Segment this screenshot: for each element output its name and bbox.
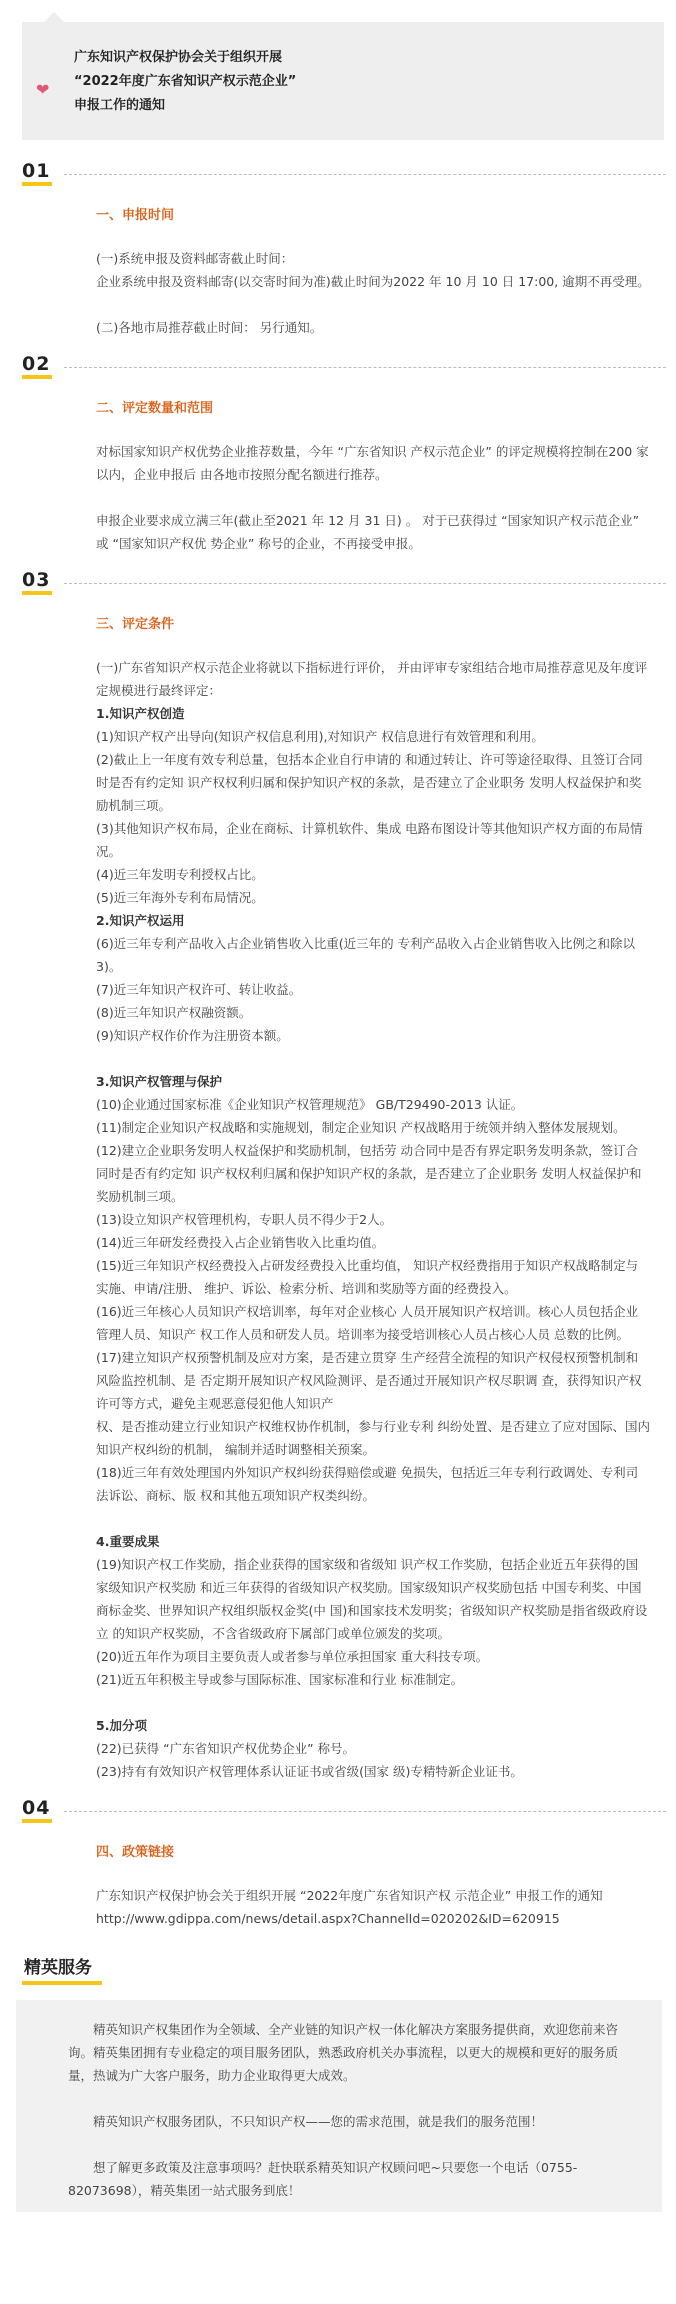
paragraph: (15)近三年知识产权经费投入占研发经费投入比重均值， 知识产权经费指用于知识产权战略制定与实施、申请/注册、 维护、诉讼、检索分析、培训和奖励等方面的经费投入。	[96, 1258, 639, 1296]
section-body	[96, 397, 650, 555]
section-header	[22, 569, 676, 595]
section-title: 三、评定条件	[96, 617, 175, 632]
sections	[0, 160, 676, 1930]
section-body	[96, 204, 650, 339]
paragraph: (22)已获得 “广东省知识产权优势企业” 称号。	[96, 1741, 356, 1756]
paragraph: (23)持有有效知识产权管理体系认证证书或省级(国家 级)专精特新企业证书。	[96, 1764, 523, 1779]
section-number-underline	[22, 591, 52, 595]
paragraph-gap	[96, 486, 650, 509]
paragraph: (18)近三年有效处理国内外知识产权纠纷获得赔偿或避 免损失，包括近三年专利行政调处、专利司法诉讼、商标、版 权和其他五项知识产权类纠纷。	[96, 1465, 639, 1503]
paragraph: (3)其他知识产权布局，企业在商标、计算机软件、集成 电路布图设计等其他知识产权方面的布局情况。	[96, 821, 643, 859]
paragraph: (一)广东省知识产权示范企业将就以下指标进行评价， 并由评审专家组结合地市局推荐意见及年度评定规模进行最终评定：	[96, 660, 648, 698]
elite-paragraph: 精英知识产权集团作为全领域、全产业链的知识产权一体化解决方案服务提供商，欢迎您前来咨询。精英集团拥有专业稳定的项目服务团队，熟悉政府机关办事流程，以更大的规模和更好的服务质量，热诚为广大客户服务，助力企业取得更大成效。	[68, 2022, 619, 2083]
section-divider	[64, 1811, 666, 1812]
paragraph-gap	[68, 2087, 638, 2110]
notice-title-line: 广东知识产权保护协会关于组织开展	[74, 50, 283, 65]
paragraph: (1)知识产权产出导向(知识产权信息利用),对知识产 权信息进行有效管理和利用。	[96, 729, 544, 744]
elite-service-box	[16, 2000, 662, 2212]
section-title: 一、申报时间	[96, 208, 175, 223]
section-number: 03	[22, 569, 51, 591]
section	[0, 1797, 676, 1930]
paragraph: 4.重要成果	[96, 1534, 160, 1549]
elite-section-header	[22, 1954, 676, 1984]
elite-title: 精英服务	[24, 1958, 92, 1978]
section-header	[22, 160, 676, 186]
section-number-underline	[22, 182, 52, 186]
paragraph: 权、是否推动建立行业知识产权维权协作机制，参与行业专利 纠纷处置、是否建立了应对国际、国内知识产权纠纷的机制， 编制并适时调整相关预案。	[96, 1419, 650, 1457]
notice-title-line: 申报工作的通知	[74, 98, 166, 113]
notice-title	[74, 46, 634, 118]
policy-link[interactable]: http://www.gdippa.com/news/detail.aspx?ChannelId=020202&ID=620915	[96, 1911, 560, 1926]
section-divider	[64, 367, 666, 368]
paragraph: (6)近三年专利产品收入占企业销售收入比重(近三年的 专利产品收入占企业销售收入比例之和除以3)。	[96, 936, 636, 974]
elite-paragraph: 想了解更多政策及注意事项吗？赶快联系精英知识产权顾问吧~只要您一个电话（0755-82073698），精英集团一站式服务到底！	[68, 2160, 578, 2198]
paragraph-gap	[96, 1691, 650, 1714]
section	[0, 569, 676, 1783]
paragraph-gap	[96, 293, 650, 316]
paragraph: (20)近五年作为项目主要负责人或者参与单位承担国家 重大科技专项。	[96, 1649, 489, 1664]
elite-underline	[22, 1981, 102, 1985]
section-number: 02	[22, 353, 51, 375]
paragraph: (19)知识产权工作奖励，指企业获得的国家级和省级知 识产权工作奖励，包括企业近五年获得的国家级知识产权奖励 和近三年获得的省级知识产权奖励。国家级知识产权奖励包括 中国专利奖、中国商标金奖、世界知识产权组织版权金奖(中 国)和国家技术发明奖；省级知识产权奖励是指省级政府设立 的知识产权奖励，不含省级政府下属部门或单位颁发的奖项。	[96, 1557, 648, 1641]
section-number: 01	[22, 160, 51, 182]
section-number: 04	[22, 1797, 51, 1819]
paragraph: 企业系统申报及资料邮寄(以交寄时间为准)截止时间为2022 年 10 月 10 日 17:00, 逾期不再受理。	[96, 274, 650, 289]
paragraph: 2.知识产权运用	[96, 913, 185, 928]
section-title: 四、政策链接	[96, 1845, 175, 1860]
paragraph: 申报企业要求成立满三年(截止至2021 年 12 月 31 日) 。 对于已获得过 “国家知识产权示范企业” 或 “国家知识产权优 势企业” 称号的企业，不再接受申报。	[96, 513, 640, 551]
paragraph: (13)设立知识产权管理机构，专职人员不得少于2人。	[96, 1212, 393, 1227]
header-notch	[44, 12, 64, 22]
section-body	[96, 1841, 650, 1930]
section-number-underline	[22, 375, 52, 379]
section-divider	[64, 583, 666, 584]
paragraph: (10)企业通过国家标准《企业知识产权管理规范》 GB/T29490-2013 认证。	[96, 1097, 524, 1112]
section-header	[22, 1797, 676, 1823]
section	[0, 353, 676, 555]
paragraph-gap	[68, 2133, 638, 2156]
paragraph: 1.知识产权创造	[96, 706, 185, 721]
heart-icon: ❤	[36, 80, 50, 99]
paragraph: (12)建立企业职务发明人权益保护和奖励机制，包括劳 动合同中是否有界定职务发明条款，签订合同时是否有约定知 识产权权利归属和保护知识产权的条款，是否建立了企业职务 发明人权益保护和奖励机制三项。	[96, 1143, 642, 1204]
section-number-underline	[22, 1819, 52, 1823]
paragraph: (9)知识产权作价作为注册资本额。	[96, 1028, 289, 1043]
notice-title-line: “2022年度广东省知识产权示范企业”	[74, 74, 297, 89]
paragraph: 对标国家知识产权优势企业推荐数量，今年 “广东省知识 产权示范企业” 的评定规模将控制在200 家以内，企业申报后 由各地市按照分配名额进行推荐。	[96, 444, 649, 482]
section-title: 二、评定数量和范围	[96, 401, 214, 416]
paragraph: 广东知识产权保护协会关于组织开展 “2022年度广东省知识产权 示范企业” 申报工作的通知	[96, 1888, 603, 1903]
paragraph: (二)各地市局推荐截止时间： 另行通知。	[96, 320, 323, 335]
paragraph: (8)近三年知识产权融资额。	[96, 1005, 252, 1020]
paragraph: (一)系统申报及资料邮寄截止时间：	[96, 251, 294, 266]
section	[0, 160, 676, 339]
paragraph: (16)近三年核心人员知识产权培训率，每年对企业核心 人员开展知识产权培训。核心人员包括企业管理人员、知识产 权工作人员和研发人员。培训率为接受培训核心人员占核心人员 总数的比例。	[96, 1304, 639, 1342]
paragraph: (17)建立知识产权预警机制及应对方案，是否建立贯穿 生产经营全流程的知识产权侵权预警机制和风险监控机制、是 否定期开展知识产权风险测评、是否通过开展知识产权尽职调 查，获得知识产权许可等方式，避免主观恶意侵犯他人知识产	[96, 1350, 642, 1411]
paragraph: (7)近三年知识产权许可、转让收益。	[96, 982, 302, 997]
paragraph: (4)近三年发明专利授权占比。	[96, 867, 264, 882]
paragraph: (5)近三年海外专利布局情况。	[96, 890, 264, 905]
section-header	[22, 353, 676, 379]
paragraph: (21)近五年积极主导或参与国际标准、国家标准和行业 标准制定。	[96, 1672, 464, 1687]
notice-header	[22, 22, 664, 140]
paragraph-gap	[96, 1047, 650, 1070]
section-body	[96, 613, 650, 1783]
paragraph: (11)制定企业知识产权战略和实施规划，制定企业知识 产权战略用于统领并纳入整体发展规划。	[96, 1120, 626, 1135]
paragraph: (14)近三年研发经费投入占企业销售收入比重均值。	[96, 1235, 385, 1250]
paragraph: (2)截止上一年度有效专利总量，包括本企业自行申请的 和通过转让、许可等途径取得、且签订合同时是否有约定知 识产权权利归属和保护知识产权的条款，是否建立了企业职务 发明人权益保护和奖励机制三项。	[96, 752, 643, 813]
paragraph-gap	[96, 1507, 650, 1530]
paragraph: 5.加分项	[96, 1718, 147, 1733]
paragraph: 3.知识产权管理与保护	[96, 1074, 222, 1089]
elite-paragraph: 精英知识产权服务团队，不只知识产权——您的需求范围，就是我们的服务范围！	[93, 2114, 544, 2129]
section-divider	[64, 174, 666, 175]
